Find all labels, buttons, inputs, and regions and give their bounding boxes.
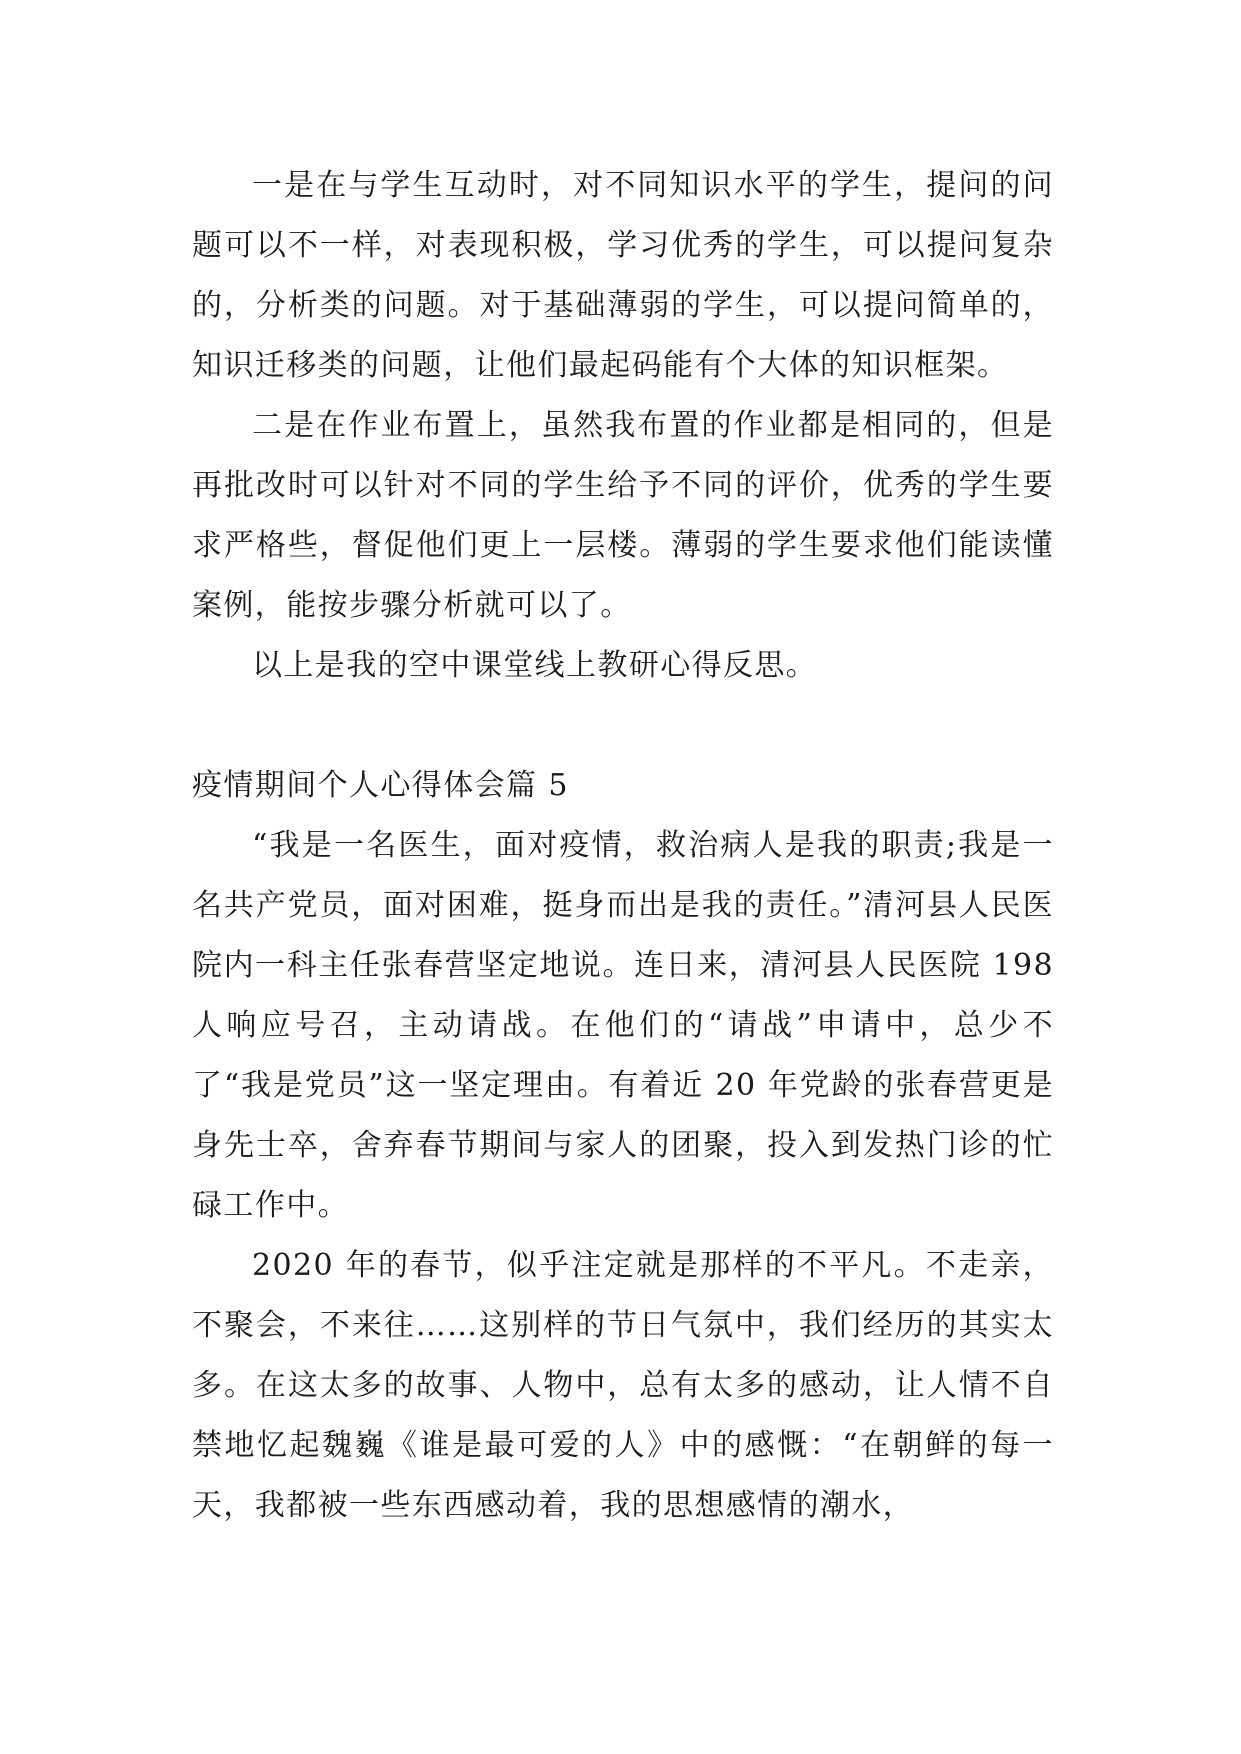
paragraph-homework-grading: 二是在作业布置上，虽然我布置的作业都是相同的，但是再批改时可以针对不同的学生给予不同的评价，优秀的学生要求严格些，督促他们更上一层楼。薄弱的学生要求他们能读懂案例，能按步骤分析就可以了。: [192, 408, 1054, 623]
paragraph-doctor-quote: “我是一名医生，面对疫情，救治病人是我的职责;我是一名共产党员，面对困难，挺身而出是我的责任。”清河县人民医院内一科主任张春营坚定地说。连日来，清河县人民医院 198 人响应号召，主动请战。在他们的“请战”申请中，总少不了“我是党员”这一坚定理由。有着近 20 年党龄的张春营更是身先士卒，舍弃春节期间与家人的团聚，投入到发热门诊的忙碌工作中。: [192, 828, 1054, 1223]
section-title: 疫情期间个人心得体会篇 5: [192, 768, 569, 803]
paragraph-differentiated-questions: 一是在与学生互动时，对不同知识水平的学生，提问的问题可以不一样，对表现积极，学习优秀的学生，可以提问复杂的，分析类的问题。对于基础薄弱的学生，可以提问简单的，知识迁移类的问题，让他们最起码能有个大体的知识框架。: [192, 168, 1054, 383]
paragraph-spring-festival: 2020 年的春节，似乎注定就是那样的不平凡。不走亲，不聚会，不来往……这别样的节日气氛中，我们经历的其实太多。在这太多的故事、人物中，总有太多的感动，让人情不自禁地忆起魏巍《谁是最可爱的人》中的感慨：“在朝鲜的每一天，我都被一些东西感动着，我的思想感情的潮水，: [192, 1248, 1054, 1523]
document-body: [192, 156, 1054, 1536]
paragraph-reflection-summary: 以上是我的空中课堂线上教研心得反思。: [252, 648, 818, 683]
